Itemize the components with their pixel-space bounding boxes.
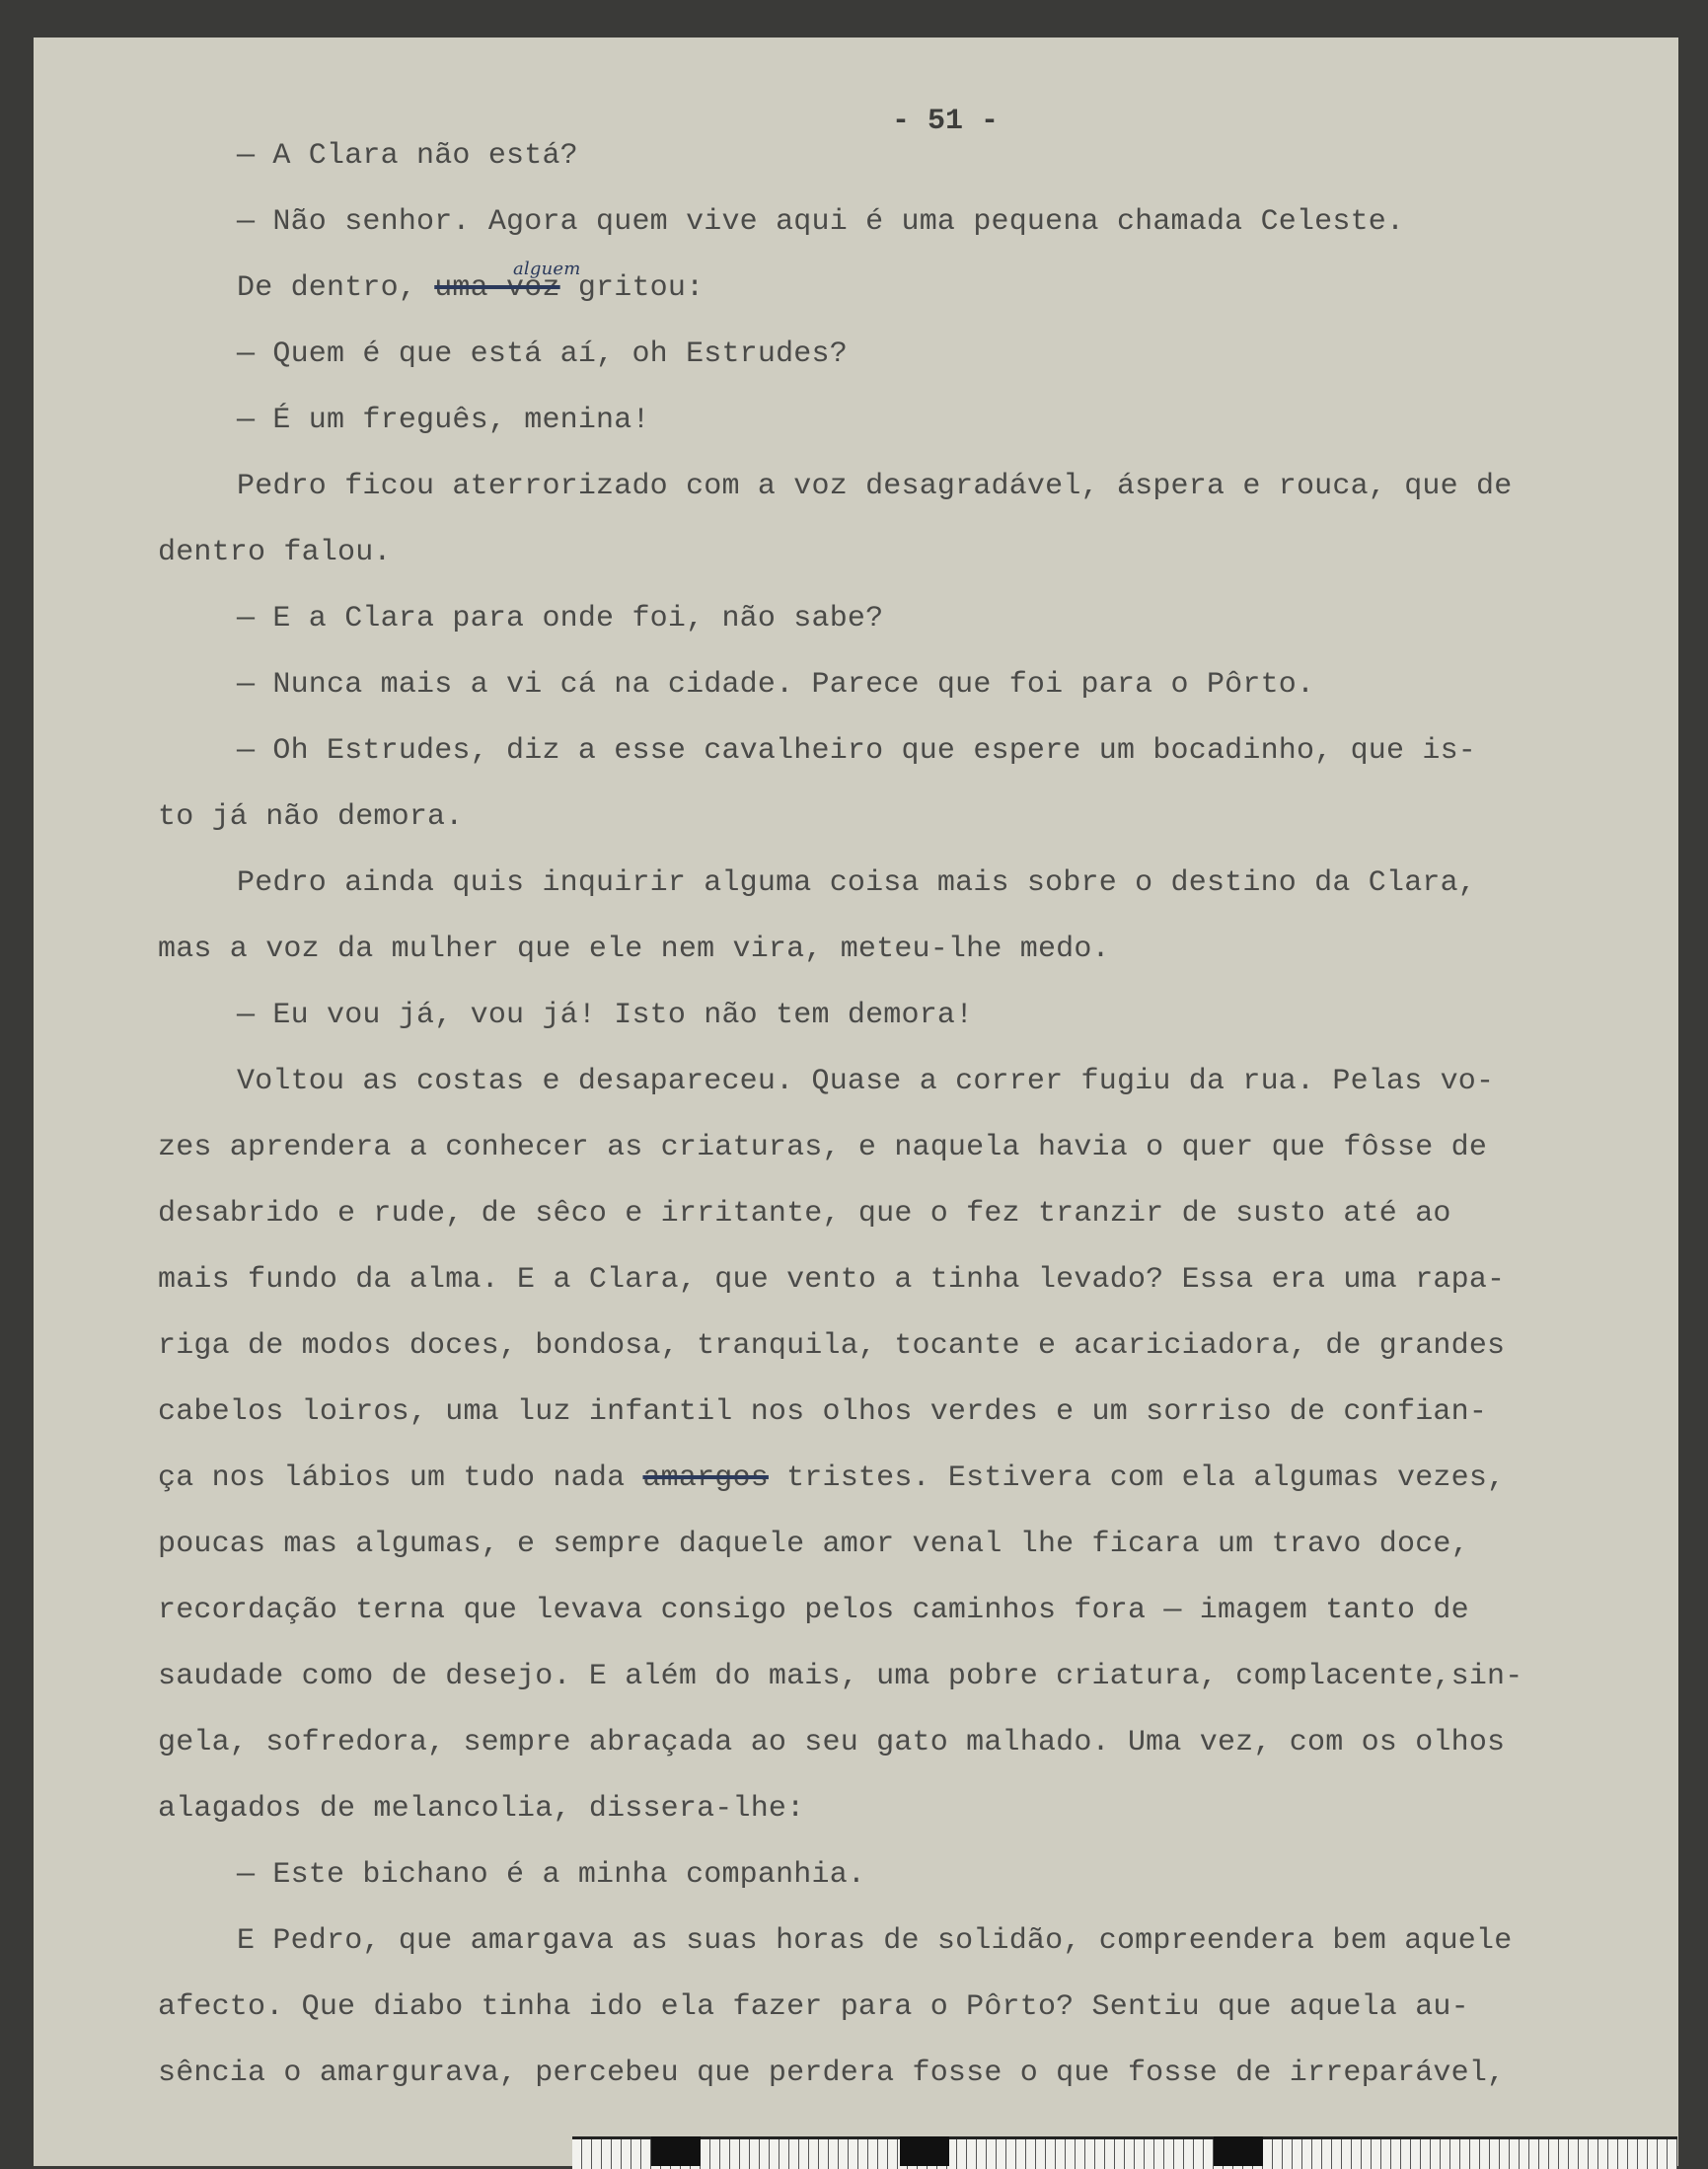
line-text: — Não senhor. Agora quem vive aqui é uma pequena chamada Celeste. xyxy=(237,205,1405,239)
line-text: — Quem é que está aí, oh Estrudes? xyxy=(237,337,848,371)
line-text: afecto. Que diabo tinha ido ela fazer para o Pôrto? Sentiu que aquela au- xyxy=(158,1990,1469,2024)
text-line xyxy=(237,1921,1512,1961)
ruler-block-right xyxy=(1214,2136,1263,2166)
text-line xyxy=(237,1062,1494,1101)
page-number: - 51 - xyxy=(892,105,1000,138)
text-line xyxy=(158,1591,1469,1630)
line-text: Voltou as costas e desapareceu. Quase a correr fugiu da rua. Pelas vo- xyxy=(237,1065,1495,1098)
struck-word: uma voz xyxy=(434,271,560,305)
line-text: E Pedro, que amargava as suas horas de solidão, compreendera bem aquele xyxy=(237,1924,1513,1958)
line-text: mais fundo da alma. E a Clara, que vento a tinha levado? Essa era uma rapa- xyxy=(158,1263,1506,1297)
text-line xyxy=(237,136,578,176)
line-text: — Eu vou já, vou já! Isto não tem demora! xyxy=(237,999,974,1032)
text-line xyxy=(158,1525,1469,1564)
text-line xyxy=(237,335,848,374)
text-line xyxy=(158,930,1110,969)
text-line xyxy=(158,1657,1522,1696)
line-text: zes aprendera a conhecer as criaturas, e naquela havia o quer que fôsse de xyxy=(158,1131,1488,1164)
line-text: mas a voz da mulher que ele nem vira, meteu-lhe medo. xyxy=(158,933,1110,966)
text-line xyxy=(158,2054,1505,2093)
line-text: dentro falou. xyxy=(158,536,392,569)
text-line xyxy=(158,1987,1469,2027)
line-text: — A Clara não está? xyxy=(237,139,578,173)
line-text: — Nunca mais a vi cá na cidade. Parece que foi para o Pôrto. xyxy=(237,668,1315,702)
line-text: — E a Clara para onde foi, não sabe? xyxy=(237,602,884,636)
line-text: desabrido e rude, de sêco e irritante, que o fez tranzir de susto até ao xyxy=(158,1197,1451,1231)
ruler-block-middle xyxy=(900,2136,949,2166)
line-text: — Este bichano é a minha companhia. xyxy=(237,1858,866,1892)
line-text: gela, sofredora, sempre abraçada ao seu gato malhado. Uma vez, com os olhos xyxy=(158,1726,1506,1759)
text-line xyxy=(237,467,1512,506)
line-text: Pedro ficou aterrorizado com a voz desagradável, áspera e rouca, que de xyxy=(237,470,1513,503)
line-text: recordação terna que levava consigo pelos caminhos fora — imagem tanto de xyxy=(158,1594,1469,1627)
line-text: — É um freguês, menina! xyxy=(237,404,650,437)
text-line xyxy=(158,1392,1487,1432)
line-text: ça nos lábios um tudo nada xyxy=(158,1461,643,1495)
text-line xyxy=(158,1326,1505,1366)
handwritten-correction: alguem xyxy=(513,259,581,279)
line-text: riga de modos doces, bondosa, tranquila, tocante e acariciadora, de grandes xyxy=(158,1329,1506,1363)
line-text: Pedro ainda quis inquirir alguma coisa mais sobre o destino da Clara, xyxy=(237,866,1477,900)
line-text: — Oh Estrudes, diz a esse cavalheiro que espere um bocadinho, que is- xyxy=(237,734,1477,768)
line-text-after: tristes. Estivera com ela algumas vezes, xyxy=(768,1461,1506,1495)
text-line xyxy=(158,1260,1505,1300)
struck-word: amargos xyxy=(642,1461,769,1495)
line-text: poucas mas algumas, e sempre daquele amor venal lhe ficara um travo doce, xyxy=(158,1528,1469,1561)
text-line xyxy=(237,731,1476,771)
text-line xyxy=(237,268,704,308)
text-line xyxy=(237,996,973,1035)
text-line xyxy=(158,533,392,572)
line-text: cabelos loiros, uma luz infantil nos olhos verdes e um sorriso de confian- xyxy=(158,1395,1488,1429)
text-line xyxy=(158,1194,1451,1234)
measurement-ruler xyxy=(572,2136,1677,2169)
ruler-block-left xyxy=(651,2136,701,2166)
text-line xyxy=(158,1128,1487,1167)
text-line xyxy=(158,1789,804,1829)
text-line xyxy=(237,202,1404,242)
line-text: alagados de melancolia, dissera-lhe: xyxy=(158,1792,805,1826)
line-text: to já não demora. xyxy=(158,800,464,834)
line-text: sência o amargurava, percebeu que perdera fosse o que fosse de irreparável, xyxy=(158,2057,1506,2090)
text-line xyxy=(237,1855,865,1895)
text-line xyxy=(237,665,1314,705)
line-text: saudade como de desejo. E além do mais, uma pobre criatura, complacente,sin- xyxy=(158,1660,1523,1693)
text-line xyxy=(158,1723,1505,1762)
text-line xyxy=(237,401,650,440)
line-text: De dentro, xyxy=(237,271,435,305)
text-line xyxy=(158,1458,1505,1498)
text-line xyxy=(237,599,883,638)
line-text-after: gritou: xyxy=(559,271,705,305)
text-line xyxy=(237,863,1476,903)
text-line xyxy=(158,797,463,837)
typewritten-page xyxy=(34,37,1678,2166)
